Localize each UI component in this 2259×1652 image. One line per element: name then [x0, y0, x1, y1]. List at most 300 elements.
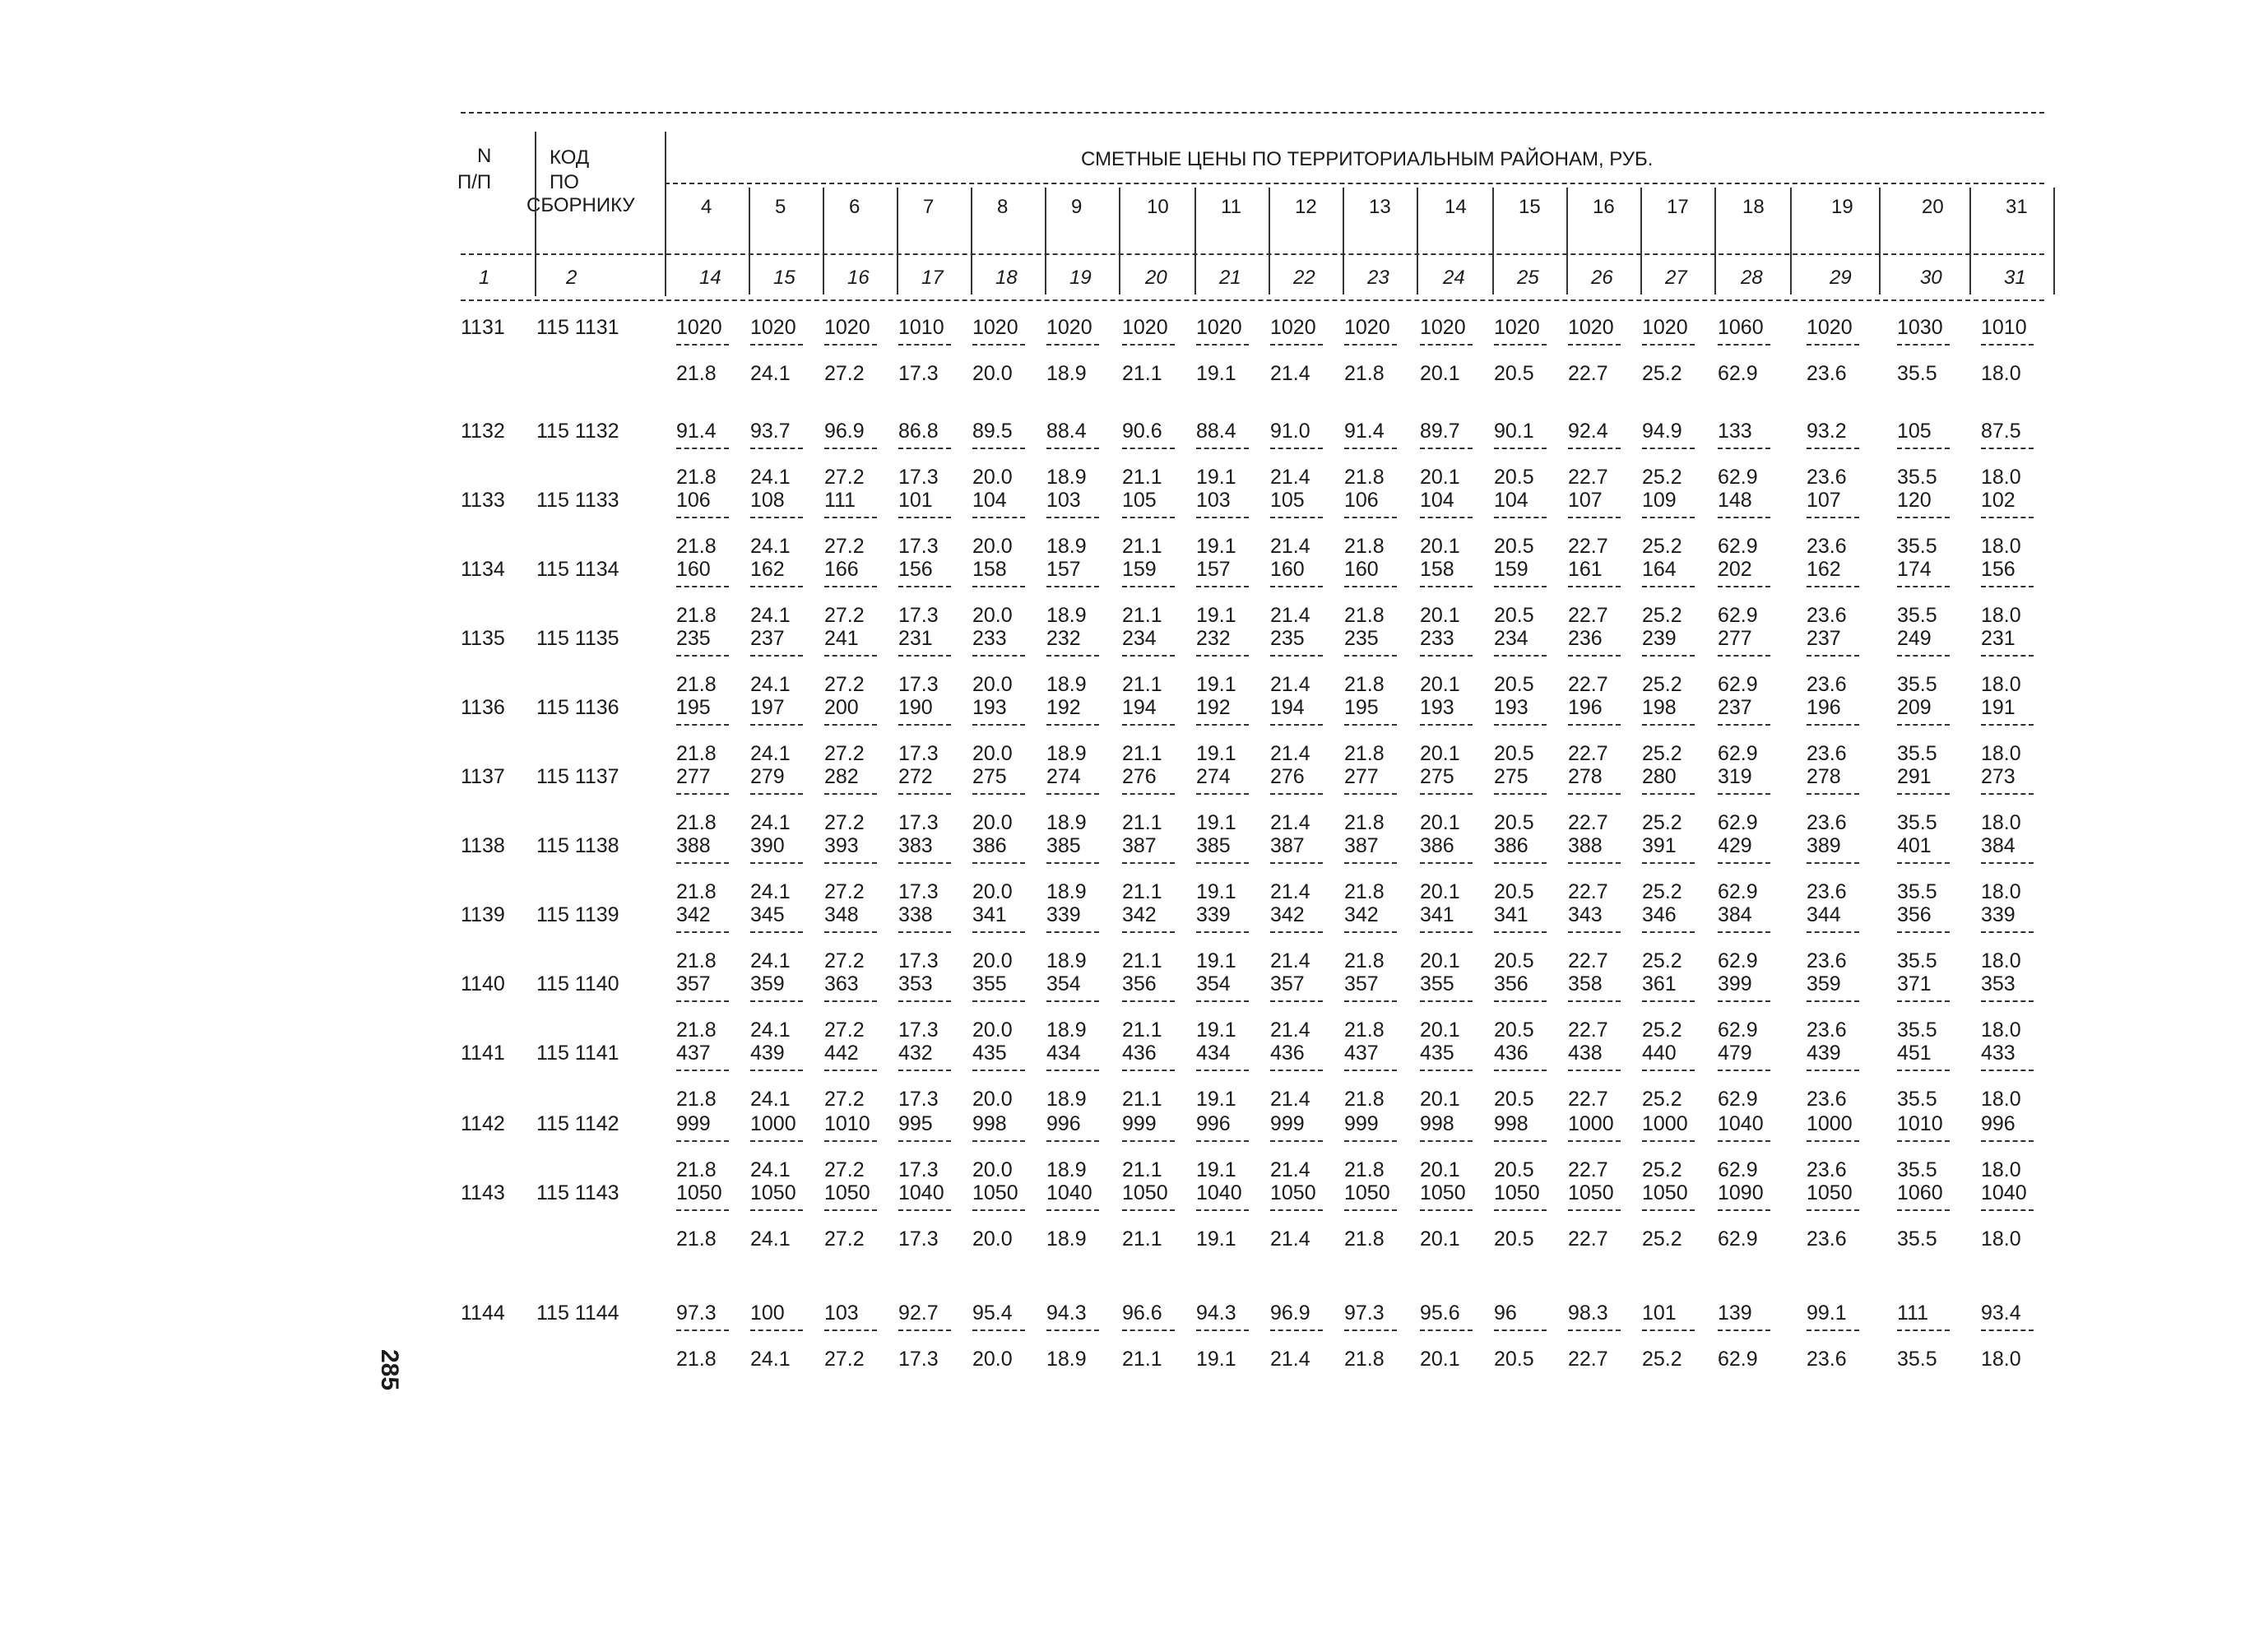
fraction-bar	[972, 793, 1025, 795]
coefficient-value: 21.8	[1344, 362, 1385, 385]
fraction-bar	[1981, 586, 2034, 587]
fraction-bar	[1344, 1140, 1397, 1142]
coefficient-value: 18.0	[1981, 466, 2021, 489]
fraction-bar	[1718, 517, 1770, 518]
price-value: 357	[1270, 972, 1305, 995]
coefficient-value: 18.9	[1046, 362, 1087, 385]
fraction-bar	[1270, 344, 1323, 346]
coefficient-value: 22.7	[1568, 535, 1608, 558]
district-number: 10	[1147, 196, 1169, 218]
price-value: 341	[1420, 903, 1454, 926]
fraction-bar	[824, 344, 877, 346]
district-number: 8	[997, 196, 1009, 218]
price-value: 196	[1807, 696, 1841, 719]
fraction-bar	[1718, 1140, 1770, 1142]
fraction-bar	[1568, 1000, 1621, 1002]
price-value: 105	[1897, 420, 1932, 443]
column-number: 22	[1293, 267, 1315, 289]
coefficient-value: 21.8	[676, 362, 717, 385]
fraction-bar	[1270, 1070, 1323, 1071]
price-value: 436	[1122, 1042, 1157, 1065]
district-number: 15	[1519, 196, 1541, 218]
fraction-bar	[972, 1329, 1025, 1331]
fraction-bar	[1046, 655, 1099, 657]
price-value: 1000	[750, 1112, 796, 1135]
coefficient-value: 24.1	[750, 604, 791, 627]
fraction-bar	[1981, 931, 2034, 933]
coefficient-value: 35.5	[1897, 949, 1937, 972]
coefficient-value: 21.1	[1122, 1019, 1162, 1042]
coefficient-value: 18.9	[1046, 1088, 1087, 1111]
fraction-bar	[898, 344, 951, 346]
price-value: 275	[972, 765, 1007, 788]
fraction-bar	[824, 517, 877, 518]
price-value: 1050	[1344, 1181, 1390, 1204]
price-value: 1020	[750, 316, 796, 339]
price-value: 234	[1494, 627, 1528, 650]
fraction-bar	[898, 448, 951, 449]
coefficient-value: 18.0	[1981, 362, 2021, 385]
coefficient-value: 22.7	[1568, 949, 1608, 972]
column-divider	[1194, 188, 1196, 295]
column-divider	[1566, 188, 1568, 295]
fraction-bar	[1494, 586, 1547, 587]
price-value: 162	[750, 558, 785, 581]
coefficient-value: 22.7	[1568, 1088, 1608, 1111]
row-number: 1131	[461, 316, 505, 339]
price-value: 359	[750, 972, 785, 995]
fraction-bar	[972, 448, 1025, 449]
price-value: 104	[1420, 489, 1454, 512]
fraction-bar	[1344, 1070, 1397, 1071]
coefficient-value: 18.9	[1046, 811, 1087, 834]
fraction-bar	[676, 1209, 729, 1211]
fraction-bar	[1344, 517, 1397, 518]
price-value: 192	[1046, 696, 1081, 719]
coefficient-value: 20.0	[972, 466, 1013, 489]
fraction-bar	[824, 448, 877, 449]
price-value: 342	[1270, 903, 1305, 926]
fraction-bar	[824, 724, 877, 726]
coefficient-value: 20.1	[1420, 673, 1460, 696]
fraction-bar	[1420, 655, 1473, 657]
column-divider	[1969, 188, 1971, 295]
fraction-bar	[1807, 1140, 1859, 1142]
page-number: 285	[376, 1349, 403, 1391]
price-value: 277	[1344, 765, 1379, 788]
price-value: 159	[1122, 558, 1157, 581]
column-number: 16	[847, 267, 870, 289]
price-value: 439	[1807, 1042, 1841, 1065]
price-value: 1020	[1420, 316, 1466, 339]
fraction-bar	[1642, 931, 1695, 933]
coefficient-value: 20.1	[1420, 604, 1460, 627]
coefficient-value: 21.8	[1344, 535, 1385, 558]
column-number: 14	[699, 267, 721, 289]
coefficient-value: 27.2	[824, 949, 865, 972]
fraction-bar	[1420, 1000, 1473, 1002]
coefficient-value: 24.1	[750, 880, 791, 903]
price-value: 354	[1046, 972, 1081, 995]
price-value: 999	[1270, 1112, 1305, 1135]
price-value: 342	[676, 903, 711, 926]
fraction-bar	[1046, 862, 1099, 864]
coefficient-value: 27.2	[824, 1227, 865, 1251]
price-value: 157	[1046, 558, 1081, 581]
price-value: 359	[1807, 972, 1841, 995]
fraction-bar	[972, 1000, 1025, 1002]
fraction-bar	[972, 344, 1025, 346]
fraction-bar	[750, 517, 803, 518]
fraction-bar	[972, 931, 1025, 933]
coefficient-value: 62.9	[1718, 673, 1758, 696]
coefficient-value: 19.1	[1196, 604, 1236, 627]
price-value: 1030	[1897, 316, 1943, 339]
coefficient-value: 20.0	[972, 673, 1013, 696]
coefficient-value: 18.0	[1981, 673, 2021, 696]
fraction-bar	[676, 862, 729, 864]
price-value: 98.3	[1568, 1302, 1608, 1325]
row-number: 1136	[461, 696, 505, 719]
district-number: 18	[1742, 196, 1765, 218]
collection-code: 115 1144	[536, 1302, 619, 1325]
coefficient-value: 21.1	[1122, 1227, 1162, 1251]
coefficient-value: 20.0	[972, 1158, 1013, 1181]
column-number: 29	[1830, 267, 1852, 289]
price-value: 437	[676, 1042, 711, 1065]
fraction-bar	[1897, 344, 1950, 346]
fraction-bar	[1420, 586, 1473, 587]
row-number: 1139	[461, 903, 505, 926]
price-value: 996	[1196, 1112, 1231, 1135]
coefficient-value: 21.8	[1344, 604, 1385, 627]
fraction-bar	[824, 1329, 877, 1331]
fraction-bar	[824, 931, 877, 933]
coefficient-value: 23.6	[1807, 949, 1847, 972]
price-value: 291	[1897, 765, 1932, 788]
fraction-bar	[1981, 1070, 2034, 1071]
price-value: 200	[824, 696, 859, 719]
fraction-bar	[750, 1000, 803, 1002]
price-value: 393	[824, 834, 859, 857]
collection-code: 115 1136	[536, 696, 619, 719]
fraction-bar	[1897, 1140, 1950, 1142]
price-value: 278	[1568, 765, 1603, 788]
coefficient-value: 18.0	[1981, 1019, 2021, 1042]
collection-code: 115 1131	[536, 316, 619, 339]
row-number: 1141	[461, 1042, 505, 1065]
price-value: 156	[1981, 558, 2015, 581]
fraction-bar	[1122, 793, 1175, 795]
coefficient-value: 35.5	[1897, 1019, 1937, 1042]
fraction-bar	[1122, 862, 1175, 864]
coefficient-value: 27.2	[824, 535, 865, 558]
coefficient-value: 23.6	[1807, 1019, 1847, 1042]
coefficient-value: 24.1	[750, 811, 791, 834]
price-value: 101	[1642, 1302, 1677, 1325]
price-value: 995	[898, 1112, 933, 1135]
coefficient-value: 25.2	[1642, 362, 1682, 385]
fraction-bar	[1196, 1329, 1249, 1331]
price-value: 1020	[1494, 316, 1540, 339]
price-value: 346	[1642, 903, 1677, 926]
price-value: 105	[1122, 489, 1157, 512]
price-value: 275	[1420, 765, 1454, 788]
fraction-bar	[1718, 931, 1770, 933]
fraction-bar	[1046, 1000, 1099, 1002]
coefficient-value: 21.4	[1270, 1158, 1310, 1181]
fraction-bar	[676, 1070, 729, 1071]
district-number: 16	[1593, 196, 1615, 218]
coefficient-value: 25.2	[1642, 811, 1682, 834]
price-value: 385	[1196, 834, 1231, 857]
coefficient-value: 23.6	[1807, 1348, 1847, 1371]
coefficient-value: 17.3	[898, 742, 939, 765]
coefficient-value: 20.5	[1494, 1158, 1534, 1181]
fraction-bar	[1270, 586, 1323, 587]
fraction-bar	[676, 793, 729, 795]
price-value: 282	[824, 765, 859, 788]
price-value: 109	[1642, 489, 1677, 512]
coefficient-value: 17.3	[898, 1158, 939, 1181]
price-value: 90.6	[1122, 420, 1162, 443]
coefficient-value: 35.5	[1897, 1088, 1937, 1111]
coefficient-value: 19.1	[1196, 811, 1236, 834]
price-value: 1050	[1494, 1181, 1540, 1204]
coefficient-value: 35.5	[1897, 811, 1937, 834]
coefficient-value: 21.8	[676, 604, 717, 627]
header-np-line1: N	[477, 145, 492, 167]
price-value: 1040	[898, 1181, 944, 1204]
price-value: 384	[1981, 834, 2015, 857]
price-value: 353	[1981, 972, 2015, 995]
district-number: 14	[1445, 196, 1467, 218]
column-divider	[1045, 188, 1046, 295]
coefficient-value: 20.5	[1494, 1019, 1534, 1042]
price-value: 190	[898, 696, 933, 719]
coefficient-value: 18.9	[1046, 1158, 1087, 1181]
fraction-bar	[1642, 1329, 1695, 1331]
coefficient-value: 19.1	[1196, 1227, 1236, 1251]
fraction-bar	[1568, 1209, 1621, 1211]
coefficient-value: 27.2	[824, 673, 865, 696]
fraction-bar	[1568, 1140, 1621, 1142]
coefficient-value: 18.9	[1046, 673, 1087, 696]
price-value: 363	[824, 972, 859, 995]
price-value: 95.6	[1420, 1302, 1460, 1325]
coefficient-value: 21.4	[1270, 362, 1310, 385]
price-value: 358	[1568, 972, 1603, 995]
coefficient-value: 20.5	[1494, 880, 1534, 903]
fraction-bar	[972, 1140, 1025, 1142]
coefficient-value: 21.8	[676, 535, 717, 558]
price-value: 235	[1270, 627, 1305, 650]
fraction-bar	[824, 1209, 877, 1211]
coefficient-value: 18.0	[1981, 1088, 2021, 1111]
coefficient-value: 62.9	[1718, 1158, 1758, 1181]
fraction-bar	[676, 655, 729, 657]
coefficient-value: 25.2	[1642, 742, 1682, 765]
coefficient-value: 20.5	[1494, 604, 1534, 627]
price-value: 197	[750, 696, 785, 719]
coefficient-value: 27.2	[824, 742, 865, 765]
coefficient-value: 25.2	[1642, 949, 1682, 972]
fraction-bar	[898, 724, 951, 726]
coefficient-value: 17.3	[898, 604, 939, 627]
coefficient-value: 21.4	[1270, 1019, 1310, 1042]
district-number: 19	[1831, 196, 1853, 218]
price-value: 399	[1718, 972, 1752, 995]
coefficient-value: 21.8	[1344, 1348, 1385, 1371]
fraction-bar	[1270, 1209, 1323, 1211]
coefficient-value: 17.3	[898, 1088, 939, 1111]
column-number: 27	[1665, 267, 1687, 289]
price-value: 97.3	[1344, 1302, 1385, 1325]
price-value: 239	[1642, 627, 1677, 650]
fraction-bar	[1568, 344, 1621, 346]
price-value: 105	[1270, 489, 1305, 512]
fraction-bar	[1344, 1209, 1397, 1211]
coefficient-value: 18.0	[1981, 1158, 2021, 1181]
fraction-bar	[1718, 793, 1770, 795]
coefficient-value: 25.2	[1642, 1019, 1682, 1042]
coefficient-value: 20.1	[1420, 362, 1460, 385]
price-value: 99.1	[1807, 1302, 1847, 1325]
coefficient-value: 22.7	[1568, 742, 1608, 765]
fraction-bar	[1420, 344, 1473, 346]
district-number: 13	[1369, 196, 1391, 218]
fraction-bar	[1642, 517, 1695, 518]
coefficient-value: 22.7	[1568, 880, 1608, 903]
coefficient-value: 20.5	[1494, 811, 1534, 834]
fraction-bar	[1568, 586, 1621, 587]
fraction-bar	[1981, 793, 2034, 795]
price-value: 96.6	[1122, 1302, 1162, 1325]
fraction-bar	[1344, 931, 1397, 933]
fraction-bar	[898, 793, 951, 795]
price-value: 164	[1642, 558, 1677, 581]
coefficient-value: 18.0	[1981, 1348, 2021, 1371]
fraction-bar	[1494, 448, 1547, 449]
column-divider	[2053, 188, 2055, 295]
price-value: 104	[1494, 489, 1528, 512]
price-value: 92.7	[898, 1302, 939, 1325]
price-value: 385	[1046, 834, 1081, 857]
coefficient-value: 21.4	[1270, 1348, 1310, 1371]
fraction-bar	[1981, 862, 2034, 864]
collection-code: 115 1139	[536, 903, 619, 926]
price-value: 158	[972, 558, 1007, 581]
fraction-bar	[1807, 448, 1859, 449]
fraction-bar	[750, 793, 803, 795]
collection-code: 115 1132	[536, 420, 619, 443]
fraction-bar	[898, 1209, 951, 1211]
fraction-bar	[1807, 793, 1859, 795]
coefficient-value: 17.3	[898, 1227, 939, 1251]
coefficient-value: 21.8	[676, 1158, 717, 1181]
fraction-bar	[676, 1140, 729, 1142]
price-value: 429	[1718, 834, 1752, 857]
fraction-bar	[1568, 793, 1621, 795]
fraction-bar	[1494, 517, 1547, 518]
price-value: 440	[1642, 1042, 1677, 1065]
fraction-bar	[1568, 655, 1621, 657]
price-value: 191	[1981, 696, 2015, 719]
price-value: 353	[898, 972, 933, 995]
coefficient-value: 24.1	[750, 949, 791, 972]
fraction-bar	[1270, 1140, 1323, 1142]
fraction-bar	[972, 655, 1025, 657]
fraction-bar	[1897, 1329, 1950, 1331]
coefficient-value: 21.1	[1122, 1158, 1162, 1181]
fraction-bar	[1344, 1329, 1397, 1331]
price-value: 103	[1196, 489, 1231, 512]
fraction-bar	[1718, 862, 1770, 864]
column-number: 15	[773, 267, 796, 289]
coefficient-value: 23.6	[1807, 604, 1847, 627]
price-value: 386	[1420, 834, 1454, 857]
coefficient-value: 22.7	[1568, 604, 1608, 627]
coefficient-value: 21.1	[1122, 1348, 1162, 1371]
collection-code: 115 1142	[536, 1112, 619, 1135]
price-value: 275	[1494, 765, 1528, 788]
price-value: 387	[1122, 834, 1157, 857]
coefficient-value: 19.1	[1196, 742, 1236, 765]
fraction-bar	[1046, 586, 1099, 587]
fraction-bar	[1981, 1329, 2034, 1331]
coefficient-value: 35.5	[1897, 1158, 1937, 1181]
fraction-bar	[750, 448, 803, 449]
coefficient-value: 21.4	[1270, 949, 1310, 972]
coefficient-value: 24.1	[750, 1227, 791, 1251]
fraction-bar	[1568, 862, 1621, 864]
coefficient-value: 21.1	[1122, 880, 1162, 903]
coefficient-value: 21.1	[1122, 604, 1162, 627]
fraction-bar	[1568, 724, 1621, 726]
coefficient-value: 20.1	[1420, 535, 1460, 558]
column-divider	[1879, 188, 1881, 295]
price-value: 338	[898, 903, 933, 926]
fraction-bar	[1046, 1209, 1099, 1211]
coefficient-value: 21.4	[1270, 880, 1310, 903]
fraction-bar	[1196, 793, 1249, 795]
column-number: 28	[1741, 267, 1763, 289]
fraction-bar	[750, 862, 803, 864]
fraction-bar	[1122, 1000, 1175, 1002]
coefficient-value: 23.6	[1807, 742, 1847, 765]
price-value: 1020	[1196, 316, 1242, 339]
fraction-bar	[1270, 517, 1323, 518]
price-value: 1020	[1046, 316, 1092, 339]
price-value: 1010	[1981, 316, 2027, 339]
fraction-bar	[1568, 1070, 1621, 1071]
column-divider	[1640, 188, 1642, 295]
fraction-bar	[1494, 655, 1547, 657]
coefficient-value: 23.6	[1807, 1227, 1847, 1251]
fraction-bar	[824, 793, 877, 795]
fraction-bar	[1897, 931, 1950, 933]
coefficient-value: 20.1	[1420, 949, 1460, 972]
coefficient-value: 18.0	[1981, 880, 2021, 903]
price-value: 999	[676, 1112, 711, 1135]
coefficient-value: 20.5	[1494, 1088, 1534, 1111]
coefficient-value: 20.0	[972, 949, 1013, 972]
coefficient-value: 18.0	[1981, 604, 2021, 627]
price-value: 345	[750, 903, 785, 926]
price-value: 274	[1196, 765, 1231, 788]
fraction-bar	[1420, 1209, 1473, 1211]
price-value: 209	[1897, 696, 1932, 719]
